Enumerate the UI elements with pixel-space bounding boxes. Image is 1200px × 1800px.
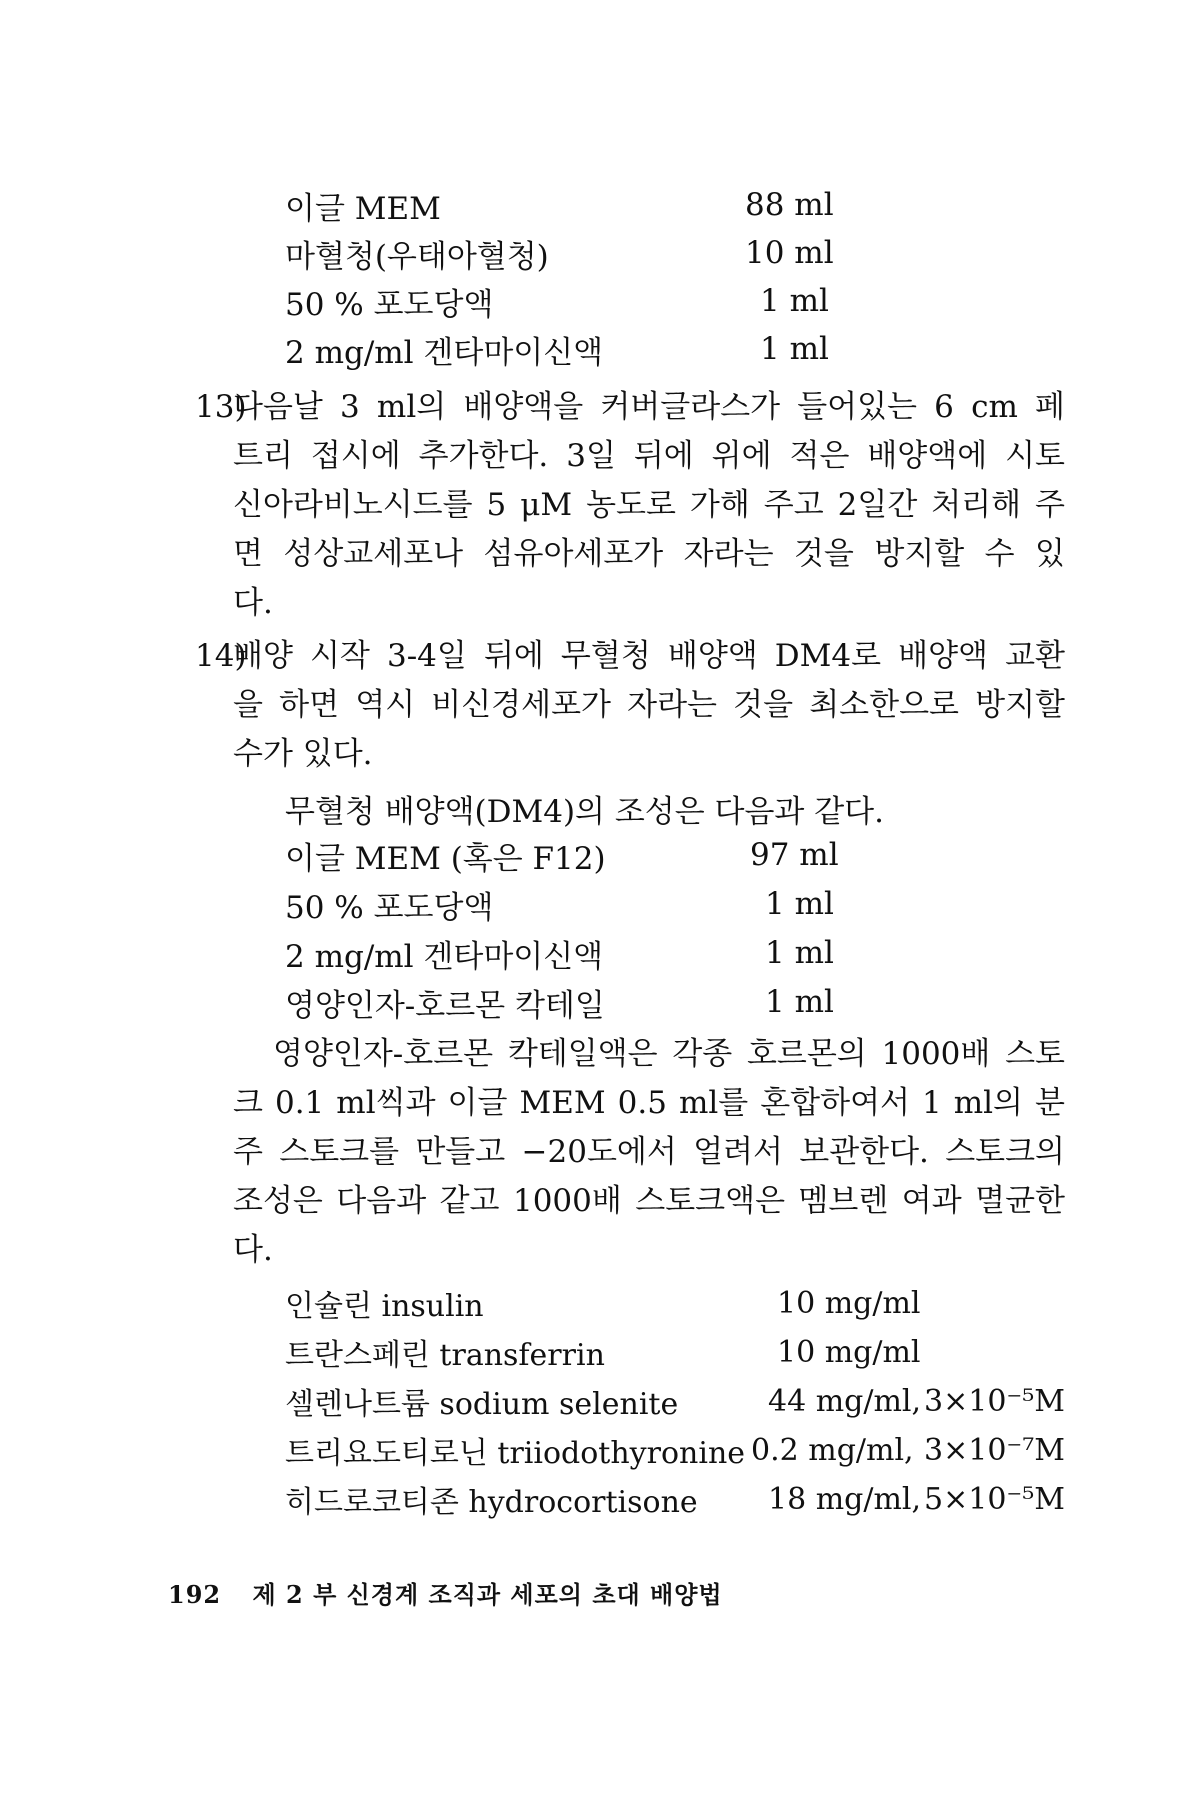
text-line: 다음날 3 ml의 배양액을 커버글라스가 들어있는 6 cm 페 — [233, 389, 1065, 425]
stock-row — [285, 1425, 1065, 1475]
reagent-name: 히드로코티존 hydrocortisone — [285, 1485, 698, 1520]
step-14 — [195, 632, 1065, 779]
recipe-row — [285, 324, 1065, 374]
text-line: 다. — [233, 585, 273, 621]
recipe-row — [285, 830, 1065, 880]
reagent-molarity: 3×10⁻⁷M — [924, 1432, 1065, 1468]
ingredient-amount: 88 ml — [745, 187, 834, 223]
ingredient-name: 2 mg/ml 겐타마이신액 — [285, 334, 604, 371]
reagent-concentration: 10 mg/ml — [777, 1334, 921, 1370]
text-line: 크 0.1 ml씩과 이글 MEM 0.5 ml를 혼합하여서 1 ml의 분 — [233, 1085, 1065, 1121]
section-title: 제 2 부 신경계 조직과 세포의 초대 배양법 — [252, 1580, 723, 1609]
ingredient-name: 50 % 포도당액 — [285, 889, 494, 926]
text-line: 배양 시작 3-4일 뒤에 무혈청 배양액 DM4로 배양액 교환 — [233, 638, 1065, 674]
ingredient-name: 이글 MEM (혹은 F12) — [285, 840, 606, 877]
step-number: 14) — [195, 638, 247, 674]
text-line: 주 스토크를 만들고 −20도에서 얼려서 보관한다. 스토크의 — [233, 1134, 1065, 1170]
reagent-name: 셀렌나트륨 sodium selenite — [285, 1387, 679, 1422]
ingredient-amount: 97 ml — [750, 837, 839, 873]
stock-row — [285, 1327, 1065, 1377]
reagent-molarity: 5×10⁻⁵M — [924, 1481, 1065, 1517]
page-number: 192 — [168, 1580, 222, 1609]
reagent-molarity: 3×10⁻⁵M — [924, 1383, 1065, 1419]
step-text — [233, 632, 1065, 730]
ingredient-name: 2 mg/ml 겐타마이신액 — [285, 938, 604, 975]
step-number: 13) — [195, 389, 247, 425]
ingredient-amount: 1 ml — [765, 984, 834, 1020]
text-line: 수가 있다. — [233, 736, 373, 772]
step-text — [233, 383, 1065, 579]
text-line: 면 성상교세포나 섬유아세포가 자라는 것을 방지할 수 있 — [233, 536, 1065, 572]
stock-row — [285, 1376, 1065, 1426]
text-line: 영양인자-호르몬 칵테일액은 각종 호르몬의 1000배 스토 — [273, 1036, 1065, 1072]
ingredient-name: 영양인자-호르몬 칵테일 — [285, 987, 605, 1024]
dm4-heading: 무혈청 배양액(DM4)의 조성은 다음과 같다. — [285, 794, 884, 830]
text-line: 다. — [233, 1232, 273, 1268]
ingredient-name: 마혈청(우태아혈청) — [285, 238, 549, 275]
ingredient-amount: 1 ml — [765, 886, 834, 922]
reagent-concentration: 10 mg/ml — [777, 1285, 921, 1321]
ingredient-amount: 1 ml — [760, 331, 829, 367]
ingredient-amount: 10 ml — [745, 235, 834, 271]
recipe-row — [285, 228, 1065, 278]
reagent-concentration: 0.2 mg/ml, — [751, 1432, 914, 1468]
recipe-row — [285, 977, 1065, 1027]
stock-row — [285, 1474, 1065, 1524]
ingredient-amount: 1 ml — [765, 935, 834, 971]
step-text-end — [233, 579, 1065, 628]
reagent-name: 트리요도티로닌 triiodothyronine — [285, 1436, 746, 1471]
recipe-row — [285, 276, 1065, 326]
reagent-name: 인슐린 insulin — [285, 1289, 484, 1324]
text-line: 조성은 다음과 같고 1000배 스토크액은 멤브렌 여과 멸균한 — [233, 1183, 1065, 1219]
text-line: 트리 접시에 추가한다. 3일 뒤에 위에 적은 배양액에 시토 — [233, 438, 1065, 474]
text-line: 을 하면 역시 비신경세포가 자라는 것을 최소한으로 방지할 — [233, 687, 1065, 723]
recipe-row — [285, 928, 1065, 978]
recipe-row — [285, 879, 1065, 929]
recipe-row — [285, 180, 1065, 230]
reagent-concentration: 18 mg/ml, — [768, 1481, 922, 1517]
step-13 — [195, 383, 1065, 628]
reagent-name: 트란스페린 transferrin — [285, 1338, 605, 1373]
ingredient-name: 50 % 포도당액 — [285, 286, 494, 323]
step-text-end — [233, 730, 1065, 779]
cocktail-paragraph — [233, 1030, 1065, 1275]
stock-row — [285, 1278, 1065, 1328]
ingredient-name: 이글 MEM — [285, 190, 441, 227]
text-line: 신아라비노시드를 5 μM 농도로 가해 주고 2일간 처리해 주 — [233, 487, 1065, 523]
ingredient-amount: 1 ml — [760, 283, 829, 319]
page-footer — [168, 1575, 723, 1610]
reagent-concentration: 44 mg/ml, — [768, 1383, 922, 1419]
